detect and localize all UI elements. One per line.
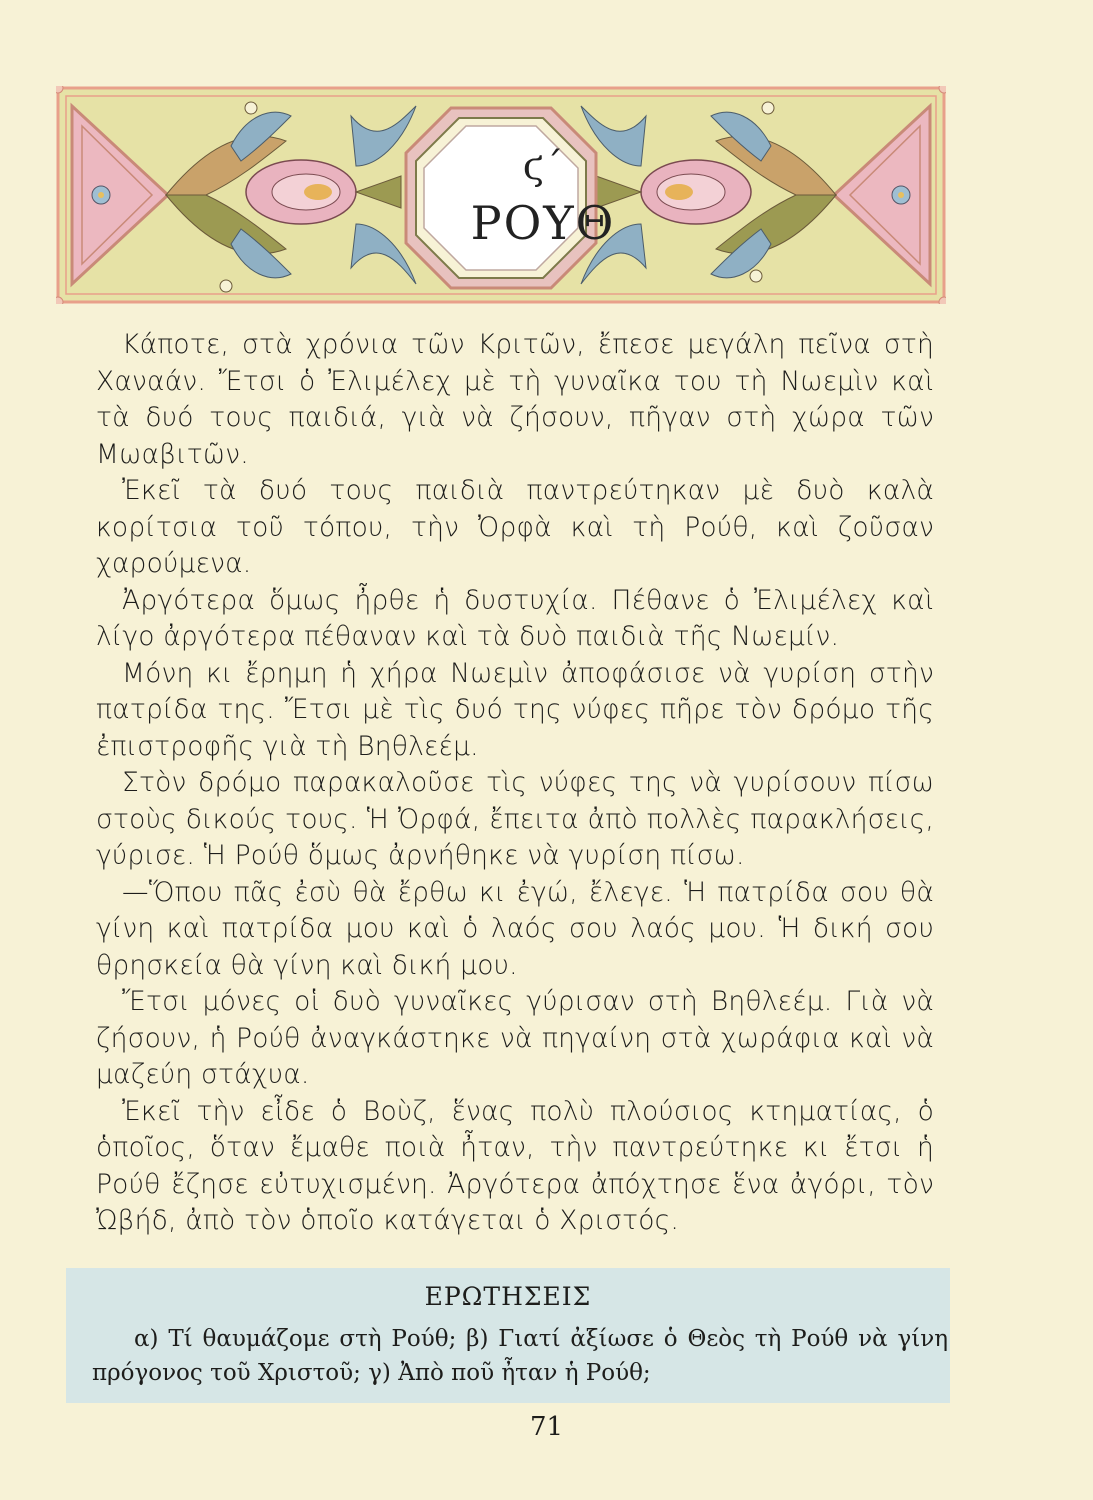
paragraph: Ἐκεῖ τὴν εἶδε ὁ Βοὺζ, ἕνας πολὺ πλούσιος κτηματίας, ὁ ὁποῖος, ὅταν ἔμαθε ποιὰ ἦταν, τὴν παντρεύτηκε κι ἔτσι ἡ Ρούθ ἔζησε εὐτυχισμένη. Ἀργότερα ἀπόχτησε ἕνα ἀγόρι, τὸν Ὠβήδ, ἀπὸ τὸν ὁποῖο κατάγεται ὁ Χριστός. — [96, 1095, 934, 1236]
story-text — [96, 327, 934, 1240]
chapter-banner — [56, 86, 946, 304]
paragraph: Ἔτσι μόνες οἱ δυὸ γυναῖκες γύρισαν στὴ Βηθλεέμ. Γιὰ νὰ ζήσουν, ἡ Ρούθ ἀναγκάστηκε νὰ πηγαίνη στὰ χωράφια καὶ νὰ μαζεύη στάχυα. — [96, 986, 934, 1090]
paragraph: Ἐκεῖ τὰ δυό τους παιδιὰ παντρεύτηκαν μὲ δυὸ καλὰ κορίτσια τοῦ τόπου, τὴν Ὀρφὰ καὶ τὴ Ρούθ, καὶ ζοῦσαν χαρούμενα. — [96, 475, 934, 579]
paragraph: Κάποτε, στὰ χρόνια τῶν Κριτῶν, ἔπεσε μεγάλη πεῖνα στὴ Χαναάν. Ἔτσι ὁ Ἐλιμέλεχ μὲ τὴ γυναῖκα του τὴ Νωεμὶν καὶ τὰ δυό τους παιδιά, γιὰ νὰ ζήσουν, πῆγαν στὴ χώρα τῶν Μωαβιτῶν. — [96, 329, 934, 470]
paragraph: Ἀργότερα ὅμως ἦρθε ἡ δυστυχία. Πέθανε ὁ Ἐλιμέλεχ καὶ λίγο ἀργότερα πέθαναν καὶ τὰ δυὸ παιδιὰ τῆς Νωεμίν. — [96, 584, 934, 652]
chapter-title: ΡΟΥΘ — [470, 196, 616, 250]
questions-box — [66, 1268, 950, 1403]
questions-title: ΕΡΩΤΗΣΕΙΣ — [424, 1282, 592, 1311]
page-number: 71 — [529, 1412, 564, 1442]
paragraph: Μόνη κι ἔρημη ἡ χήρα Νωεμὶν ἀποφάσισε νὰ γυρίση στὴν πατρίδα της. Ἔτσι μὲ τὶς δυό της νύφες πῆρε τὸν δρόμο τῆς ἐπιστροφῆς γιὰ τὴ Βηθλεέμ. — [96, 657, 934, 762]
chapter-number: ϛ΄ — [522, 144, 564, 188]
paragraph: Στὸν δρόμο παρακαλοῦσε τὶς νύφες της νὰ γυρίσουν πίσω στοὺς δικούς τους. Ἡ Ὀρφά, ἔπειτα ἀπὸ πολλὲς παρακλήσεις, γύρισε. Ἡ Ρούθ ὅμως ἀρνήθηκε νὰ γυρίση πίσω. — [96, 767, 934, 871]
chapter-heading — [458, 114, 628, 289]
paragraph: —Ὅπου πᾶς ἐσὺ θὰ ἔρθω κι ἐγώ, ἔλεγε. Ἡ πατρίδα σου θὰ γίνη καὶ πατρίδα μου καὶ ὁ λαός σου λαός μου. Ἡ δική σου θρησκεία θὰ γίνη καὶ δική μου. — [96, 876, 934, 981]
questions-text: α) Τί θαυμάζομε στὴ Ρούθ; β) Γιατί ἀξίωσε ὁ Θεὸς τὴ Ρούθ νὰ γίνη πρόγονος τοῦ Χριστοῦ; γ) Ἀπὸ ποῦ ἦταν ἡ Ρούθ; — [92, 1326, 948, 1386]
